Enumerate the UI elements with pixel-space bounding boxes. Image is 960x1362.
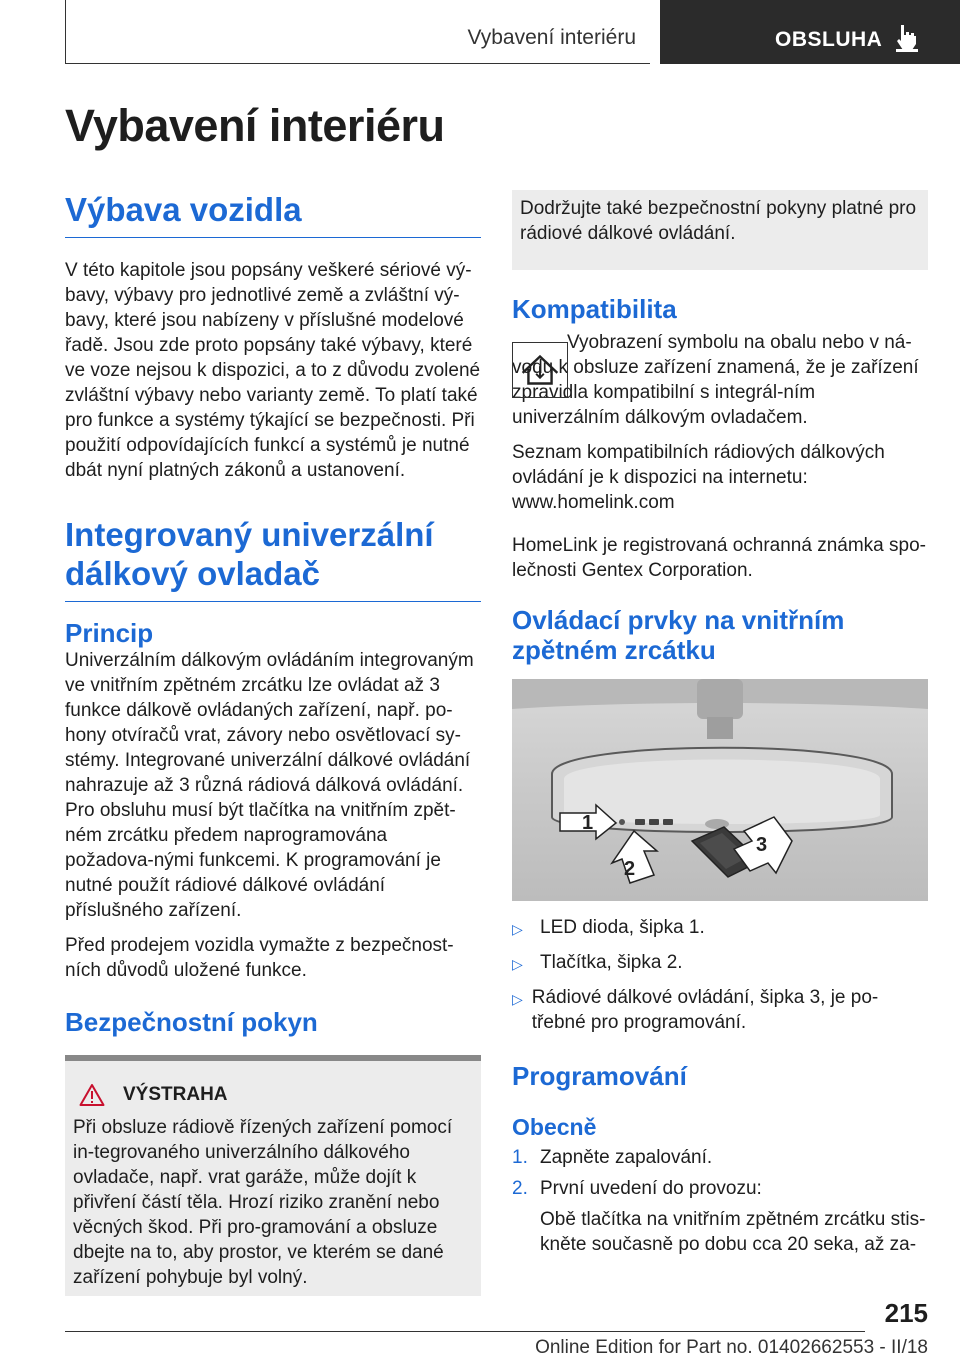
paragraph-princip-1: Univerzálním dálkovým ovládáním integrovaným ve vnitřním zpětném zrcátku lze ovládat až 3 funkce dálkově ovládaných zařízení, např. po-hony otvíračů vrat, závory nebo osvětlovací sy-stémy. Integrované univerzální dálkové ovládání nahrazuje až 3 různá rádiová dálková ovládání. Pro obsluhu musí být tlačítka na vnitřním zpět-ném zrcátku předem naprogramována požadova-nými funkcemi. K programování je nutné použít rádiové dálkové ovládání příslušného zařízení. [65, 650, 474, 921]
step-text: Zapněte zapalování. [540, 1147, 713, 1168]
list-item-text: Tlačítka, šipka 2. [540, 952, 683, 973]
step-number: 1. [512, 1147, 528, 1168]
page-number: 215 [884, 1298, 928, 1328]
paragraph-princip-2: Před prodejem vozidla vymažte z bezpečnost-ních důvodů uložené funkce. [65, 935, 454, 981]
compatibility-block [512, 330, 928, 430]
right-column [512, 190, 928, 1257]
triangle-bullet-icon: ▷ [512, 921, 523, 937]
heading-princip: Princip [65, 618, 154, 648]
paragraph-vybava: V této kapitole jsou popsány veškeré sériové vý-bavy, výbavy pro jednotlivé země a zvláštní vý-bavy, které jsou nabízeny v příslušné modelové řadě. Jsou zde proto popsány také výbavy, které ve voze nejsou k dispozici, a to z důvodu zvolené zvláštní výbavy nebo varianty země. To platí také pro funkce a systémy týkající se bezpečnosti. Při použití odpovídajících funkcí a systémů je nutné dbát nyní platných zákonů a ustanovení. [65, 260, 481, 481]
list-item [512, 950, 928, 977]
hand-pointer-icon [892, 22, 922, 52]
header-chapter-label: OBSLUHA [775, 28, 883, 51]
page-title: Vybavení interiéru [65, 100, 445, 151]
heading-ovladaci: Ovládací prvky na vnitřním zpětném zrcátku [512, 605, 845, 665]
warning-title: VÝSTRAHA [123, 1084, 228, 1105]
step-text: První uvedení do provozu: [540, 1178, 762, 1199]
step-detail: Obě tlačítka na vnitřním zpětném zrcátku stis-kněte současně po dobu cca 20 seka, až za- [540, 1209, 926, 1255]
mirror-figure [512, 679, 928, 901]
heading-obecne: Obecně [512, 1114, 597, 1140]
note-text: Dodržujte také bezpečnostní pokyny platné pro rádiové dálkové ovládání. [520, 198, 917, 244]
figure-callout-2: 2 [624, 858, 636, 880]
heading-vybava: Výbava vozidla [65, 190, 481, 238]
heading-programovani: Programování [512, 1061, 687, 1091]
homelink-house-icon [512, 342, 568, 398]
step-number: 2. [512, 1178, 528, 1199]
list-item-text: LED dioda, šipka 1. [540, 917, 705, 938]
warning-text: Při obsluze rádiově řízených zařízení pomocí in-tegrovaného univerzálního dálkového ovladače, např. vrat garáže, může dojít k přivření částí těla. Hrozí riziko zranění nebo věcných škod. Při pro-gramování a obsluze dbejte na to, aby prostor, ve kterém se dané zařízení pohybuje byl volný. [73, 1117, 453, 1288]
warning-triangle-icon [79, 1083, 105, 1107]
heading-kompatibilita: Kompatibilita [512, 294, 677, 324]
heading-integrovany: Integrovaný univerzální dálkový ovladač [65, 515, 481, 602]
bullet-list [512, 915, 928, 1035]
triangle-bullet-icon: ▷ [512, 956, 523, 972]
list-item [512, 1145, 928, 1170]
header-section-title: Vybavení interiéru [467, 26, 636, 49]
list-item [512, 915, 928, 942]
figure-callout-3: 3 [756, 834, 768, 856]
step-list [512, 1145, 928, 1257]
warning-box [65, 1055, 481, 1296]
paragraph-kompat-3: HomeLink je registrovaná ochranná známka spo-lečnosti Gentex Corporation. [512, 535, 926, 581]
warning-header [73, 1083, 473, 1107]
footer-rule [65, 1331, 865, 1332]
note-box [512, 190, 928, 270]
list-item [512, 985, 928, 1035]
mirror-illustration [512, 679, 928, 901]
paragraph-kompat-1: Vyobrazení symbolu na obalu nebo v ná-vodu k obsluze zařízení znamená, že je zařízení zpravidla kompatibilní s integrál-ním univerzálním dálkovým ovladačem. [512, 332, 919, 428]
heading-bezpecnostni: Bezpečnostní pokyn [65, 1007, 318, 1037]
footer-edition: Online Edition for Part no. 01402662553 - II/18 [535, 1337, 928, 1358]
list-item [512, 1176, 928, 1201]
header-bottom-rule [65, 63, 650, 64]
triangle-bullet-icon: ▷ [512, 991, 523, 1007]
figure-callout-1: 1 [582, 812, 594, 834]
header-chapter-tab [660, 0, 960, 64]
list-item-text: Rádiové dálkové ovládání, šipka 3, je po-třebné pro programování. [531, 987, 879, 1033]
paragraph-kompat-2: Seznam kompatibilních rádiových dálkových ovládání je k dispozici na internetu: www.homelink.com [512, 442, 885, 513]
left-column [65, 190, 481, 1296]
